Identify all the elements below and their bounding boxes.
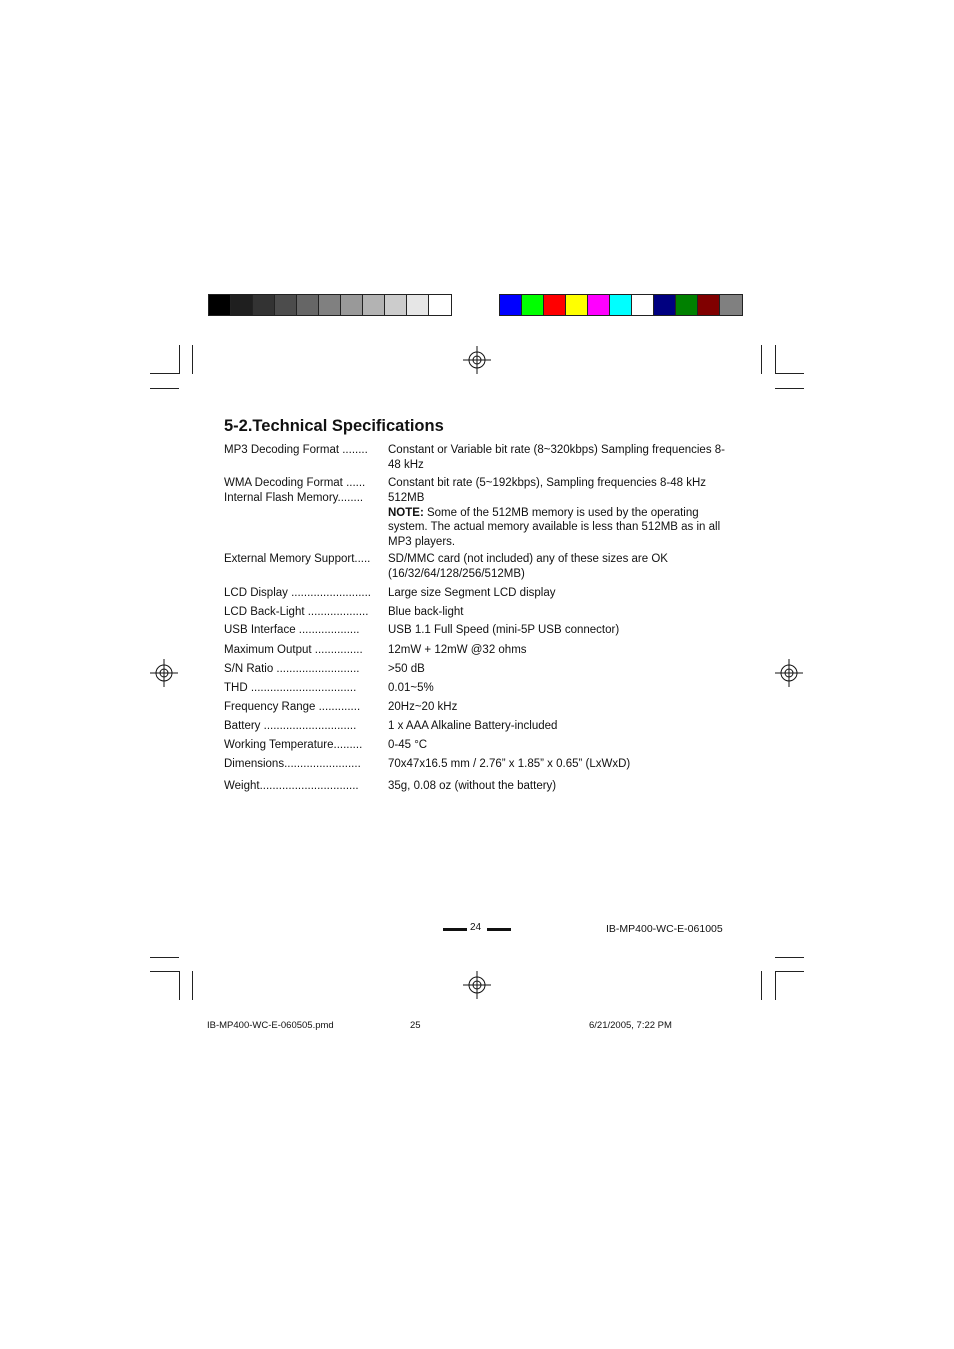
section-title: 5-2.Technical Specifications <box>224 417 444 435</box>
color-swatch <box>610 295 632 315</box>
color-swatch <box>319 295 341 315</box>
crop-mark <box>775 957 804 958</box>
color-swatch <box>231 295 253 315</box>
spec-label: THD ................................. <box>224 682 357 694</box>
crop-mark <box>150 971 179 972</box>
color-swatch <box>676 295 698 315</box>
spec-value: 20Hz~20 kHz <box>388 701 458 713</box>
page-number: 24 <box>470 922 482 933</box>
note-text: Some of the 512MB memory is used by the operating system. The actual memory available is less than 512MB as in all MP3 players. <box>388 506 721 548</box>
crop-mark <box>150 373 179 374</box>
crop-mark <box>775 971 776 1000</box>
spec-label: WMA Decoding Format ...... <box>224 477 366 489</box>
crop-mark <box>179 971 180 1000</box>
color-swatch <box>341 295 363 315</box>
spec-value: 1 x AAA Alkaline Battery-included <box>388 720 558 732</box>
spec-row <box>224 605 734 620</box>
spec-row <box>224 643 734 658</box>
footer-filename: IB-MP400-WC-E-060505.pmd <box>207 1020 334 1031</box>
crop-mark <box>192 345 193 374</box>
color-swatch <box>698 295 720 315</box>
spec-value: SD/MMC card (not included) any of these sizes are OK (16/32/64/128/256/512MB) <box>388 553 668 580</box>
spec-label: MP3 Decoding Format ........ <box>224 444 368 456</box>
spec-row <box>224 700 734 715</box>
footer-datetime: 6/21/2005, 7:22 PM <box>589 1020 672 1031</box>
spec-row <box>224 662 734 677</box>
page-number-rule <box>487 928 511 931</box>
spec-value: 12mW + 12mW @32 ohms <box>388 644 527 656</box>
spec-row <box>224 443 734 472</box>
crop-mark <box>775 345 776 374</box>
spec-label: USB Interface ................... <box>224 624 360 636</box>
crop-mark <box>775 388 804 389</box>
crop-mark <box>179 345 180 374</box>
spec-value <box>388 491 734 549</box>
color-swatch <box>429 295 451 315</box>
crop-mark <box>761 345 762 374</box>
color-swatch <box>544 295 566 315</box>
registration-mark-icon <box>775 659 803 687</box>
crop-mark <box>761 971 762 1000</box>
spec-note <box>388 506 734 550</box>
color-swatch <box>407 295 429 315</box>
color-swatch <box>297 295 319 315</box>
footer-sheet-number: 25 <box>410 1020 421 1031</box>
spec-row <box>224 779 734 794</box>
spec-row <box>224 719 734 734</box>
spec-row <box>224 476 734 491</box>
spec-row <box>224 681 734 696</box>
spec-value: USB 1.1 Full Speed (mini-5P USB connector) <box>388 624 620 636</box>
spec-row <box>224 586 734 601</box>
spec-label: Working Temperature......... <box>224 739 363 751</box>
spec-label: Frequency Range ............. <box>224 701 361 713</box>
spec-value: 0-45 °C <box>388 739 428 751</box>
color-swatch <box>720 295 742 315</box>
spec-label: Battery ............................. <box>224 720 357 732</box>
spec-label: LCD Display ......................... <box>224 587 371 599</box>
spec-label: LCD Back-Light ................... <box>224 606 369 618</box>
color-swatch <box>275 295 297 315</box>
grayscale-calibration-bar <box>208 294 452 316</box>
spec-row <box>224 757 734 772</box>
spec-value: Blue back-light <box>388 606 464 618</box>
registration-mark-icon <box>463 346 491 374</box>
spec-label: S/N Ratio .......................... <box>224 663 360 675</box>
spec-value: Large size Segment LCD display <box>388 587 556 599</box>
spec-value: Constant bit rate (5~192kbps), Sampling frequencies 8-48 kHz <box>388 477 707 489</box>
crop-mark <box>150 388 179 389</box>
crop-mark <box>192 971 193 1000</box>
note-label: NOTE: <box>388 506 424 519</box>
color-swatch <box>385 295 407 315</box>
crop-mark <box>150 957 179 958</box>
spec-label: Weight............................... <box>224 780 359 792</box>
crop-mark <box>775 971 804 972</box>
color-swatch <box>522 295 544 315</box>
spec-label: Maximum Output ............... <box>224 644 363 656</box>
color-swatch <box>566 295 588 315</box>
spec-label: Dimensions........................ <box>224 758 361 770</box>
spec-label: External Memory Support..... <box>224 553 371 565</box>
color-calibration-bar <box>499 294 743 316</box>
spec-label: Internal Flash Memory........ <box>224 492 364 504</box>
spec-row <box>224 738 734 753</box>
registration-mark-icon <box>150 659 178 687</box>
document-code: IB-MP400-WC-E-061005 <box>606 923 723 935</box>
spec-value: 70x47x16.5 mm / 2.76” x 1.85” x 0.65” (LxWxD) <box>388 758 631 770</box>
spec-value: 0.01~5% <box>388 682 434 694</box>
crop-mark <box>775 373 804 374</box>
color-swatch <box>588 295 610 315</box>
color-swatch <box>363 295 385 315</box>
spec-row <box>224 491 734 549</box>
color-swatch <box>253 295 275 315</box>
spec-value-text: 512MB <box>388 492 425 504</box>
page-number-rule <box>443 928 467 931</box>
registration-mark-icon <box>463 971 491 999</box>
color-swatch <box>654 295 676 315</box>
spec-row <box>224 552 734 581</box>
spec-value: >50 dB <box>388 663 425 675</box>
color-swatch <box>209 295 231 315</box>
spec-value: Constant or Variable bit rate (8~320kbps) Sampling frequencies 8-48 kHz <box>388 444 725 471</box>
spec-row <box>224 623 734 638</box>
color-swatch <box>632 295 654 315</box>
color-swatch <box>500 295 522 315</box>
spec-value: 35g, 0.08 oz (without the battery) <box>388 780 557 792</box>
